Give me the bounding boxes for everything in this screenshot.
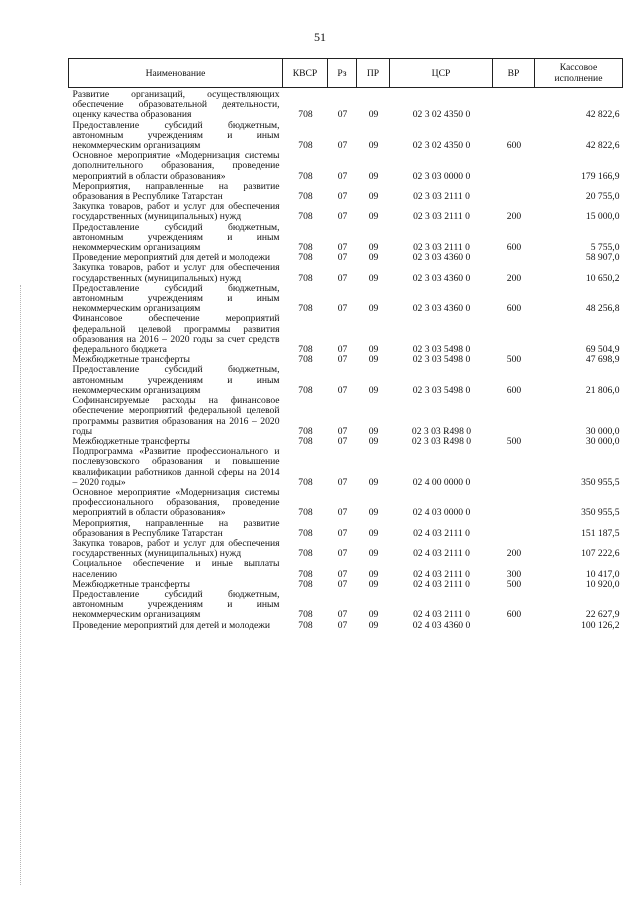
cell-kvsr: 708 [298,109,313,121]
cell-rz: 07 [337,109,348,121]
cell-rz: 07 [337,252,348,264]
cell-kvsr: 708 [298,272,313,284]
cell-amount: 350 955,5 [581,507,620,519]
cell-name: Мероприятия, направленные на развитие образования в Республике Татарстан [72,180,280,203]
cell-name: Закупка товаров, работ и услуг для обеспечения государственных (муниципальных) нужд [72,537,280,560]
cell-csr: 02 3 02 4350 0 [412,140,471,152]
cell-amount: 42 822,6 [585,109,620,121]
cell-csr: 02 3 03 4360 0 [412,303,471,315]
table-row [69,365,623,396]
header-csr: ЦСР [390,59,493,88]
cell-vr [493,253,535,263]
cell-name: Основное мероприятие «Модернизация системы дополнительного образования, проведение мероприятий в области образования» [72,150,280,182]
cell-vr [493,88,535,121]
cell-amount: 58 907,0 [585,252,620,264]
table-row [69,88,623,121]
cell-vr: 600 [506,242,522,254]
cell-csr: 02 3 03 R498 0 [411,425,472,437]
table-row [69,263,623,283]
cell-vr: 600 [506,140,522,152]
cell-name: Развитие организаций, осуществляющих обеспечение образовательной деятельности, оценку качества образования [72,89,280,121]
cell-pr: 09 [368,568,379,580]
cell-rz: 07 [337,170,348,182]
cell-name: Предоставление субсидий бюджетным, автономным учреждениям и иным некоммерческим организациям [72,364,280,396]
cell-csr: 02 4 03 2111 0 [413,568,470,580]
cell-vr [493,396,535,437]
cell-kvsr: 708 [298,548,313,560]
cell-kvsr: 708 [298,527,313,539]
cell-name: Финансовое обеспечение мероприятий федеральной целевой программы развития образования на 2016 – 2020 годы за счет средств федерального бюджета [72,313,280,356]
cell-csr: 02 4 03 2111 0 [413,609,470,621]
header-name: Наименование [69,59,283,88]
cell-pr: 09 [368,344,379,356]
table-row [69,284,623,315]
cell-pr: 09 [368,578,379,590]
cell-name: Межбюджетные трансферты [72,354,190,366]
cell-pr: 09 [368,507,379,519]
cell-pr: 09 [368,191,379,203]
cell-csr: 02 3 03 5498 0 [412,384,471,396]
cell-pr: 09 [368,211,379,223]
cell-kvsr: 708 [298,609,313,621]
cell-rz: 07 [337,272,348,284]
cell-amount: 21 806,0 [585,384,620,396]
budget-execution-table [68,58,623,631]
cell-amount: 47 698,9 [585,354,620,366]
cell-kvsr: 708 [298,425,313,437]
cell-rz: 07 [337,303,348,315]
cell-kvsr: 708 [298,191,313,203]
cell-name: Проведение мероприятий для детей и молодежи [72,619,271,631]
cell-csr: 02 3 03 2111 0 [413,242,470,254]
cell-amount: 10 650,2 [585,272,620,284]
cell-vr: 500 [506,578,522,590]
cell-name: Предоставление субсидий бюджетным, автономным учреждениям и иным некоммерческим организациям [72,588,280,621]
cell-vr: 200 [506,211,522,223]
cell-pr: 09 [368,272,379,284]
table-row [69,519,623,539]
cell-csr: 02 4 03 2111 0 [413,527,470,539]
table-row [69,223,623,254]
table-row [69,559,623,579]
cell-kvsr: 708 [298,242,313,254]
cell-csr: 02 4 03 0000 0 [412,507,471,519]
cell-amount: 151 187,5 [581,527,620,539]
cell-rz: 07 [337,211,348,223]
cell-csr: 02 3 02 4350 0 [412,109,471,121]
cell-csr: 02 4 03 2111 0 [413,548,470,560]
cell-vr [493,151,535,182]
cell-rz: 07 [337,578,348,590]
cell-amount: 42 822,6 [585,140,620,152]
header-vr: ВР [493,59,535,88]
cell-rz: 07 [337,527,348,539]
cell-kvsr: 708 [298,507,313,519]
cell-csr: 02 3 03 5498 0 [412,354,471,366]
cell-rz: 07 [337,568,348,580]
table-body [69,88,623,631]
table-header-row [69,59,623,88]
cell-amount: 5 755,0 [590,242,620,254]
cell-pr: 09 [368,619,379,631]
cell-amount: 10 920,0 [585,578,620,590]
cell-name: Социальное обеспечение и иные выплаты населению [72,558,280,580]
cell-pr: 09 [368,548,379,560]
cell-rz: 07 [337,435,348,447]
cell-csr: 02 3 03 4360 0 [412,272,471,284]
table-row [69,121,623,152]
cell-pr: 09 [368,384,379,396]
cell-csr: 02 3 03 5498 0 [412,344,471,356]
cell-kvsr: 708 [298,170,313,182]
cell-rz: 07 [337,384,348,396]
cell-csr: 02 4 03 2111 0 [413,578,470,590]
table-row [69,447,623,488]
cell-pr: 09 [368,425,379,437]
cell-kvsr: 708 [298,344,313,356]
cell-vr [493,182,535,202]
cell-amount: 69 504,9 [585,344,620,356]
table-row [69,182,623,202]
cell-kvsr: 708 [298,384,313,396]
cell-pr: 09 [368,435,379,447]
cell-vr: 600 [506,384,522,396]
cell-rz: 07 [337,609,348,621]
table-row [69,488,623,519]
cell-amount: 350 955,5 [581,476,620,488]
cell-pr: 09 [368,252,379,264]
cell-name: Мероприятия, направленные на развитие образования в Республике Татарстан [72,517,280,539]
cell-vr: 200 [506,548,522,560]
cell-kvsr: 708 [298,211,313,223]
cell-rz: 07 [337,619,348,631]
cell-csr: 02 4 00 0000 0 [412,476,471,488]
header-amount: Кассовое исполнение [535,59,623,88]
cell-amount: 10 417,0 [585,568,620,580]
cell-kvsr: 708 [298,354,313,366]
table-row [69,590,623,621]
cell-csr: 02 3 03 4360 0 [412,252,471,264]
table-row [69,314,623,355]
cell-csr: 02 3 03 0000 0 [412,170,471,182]
cell-name: Основное мероприятие «Модернизация системы профессионального образования, проведение мероприятий в области образования» [72,486,280,519]
table-row [69,621,623,631]
cell-amount: 20 755,0 [585,191,620,203]
cell-vr [493,621,535,631]
cell-rz: 07 [337,140,348,152]
cell-rz: 07 [337,425,348,437]
cell-vr: 600 [506,609,522,621]
cell-rz: 07 [337,354,348,366]
cell-kvsr: 708 [298,568,313,580]
cell-name: Проведение мероприятий для детей и молодежи [72,252,271,264]
cell-vr [493,447,535,488]
cell-amount: 15 000,0 [585,211,620,223]
cell-rz: 07 [337,548,348,560]
cell-name: Межбюджетные трансферты [72,578,190,590]
cell-pr: 09 [368,609,379,621]
cell-kvsr: 708 [298,252,313,264]
cell-name: Предоставление субсидий бюджетным, автономным учреждениям и иным некоммерческим организациям [72,119,280,152]
cell-kvsr: 708 [298,140,313,152]
cell-vr [493,314,535,355]
cell-pr: 09 [368,170,379,182]
cell-pr: 09 [368,303,379,315]
cell-amount: 30 000,0 [585,435,620,447]
cell-amount: 22 627,9 [585,609,620,621]
page-number: 51 [314,30,326,44]
cell-amount: 48 256,8 [585,303,620,315]
table-row [69,396,623,437]
cell-name: Предоставление субсидий бюджетным, автономным учреждениям и иным некоммерческим организациям [72,221,280,254]
cell-name: Подпрограмма «Развитие профессионального и послевузовского образования и повышение квалификации работников данной сферы на 2014 – 2020 годы» [72,446,280,488]
cell-pr: 09 [368,242,379,254]
table-row [69,151,623,182]
header-pr: ПР [357,59,390,88]
header-kvsr: КВСР [283,59,328,88]
cell-csr: 02 4 03 4360 0 [412,619,471,631]
cell-kvsr: 708 [298,435,313,447]
cell-pr: 09 [368,140,379,152]
cell-amount: 100 126,2 [581,619,620,631]
cell-name: Межбюджетные трансферты [72,435,190,447]
cell-vr: 200 [506,272,522,284]
cell-amount: 179 166,9 [581,170,620,182]
cell-pr: 09 [368,354,379,366]
cell-name: Закупка товаров, работ и услуг для обеспечения государственных (муниципальных) нужд [72,201,280,223]
scan-artifact-dots [20,285,23,885]
cell-amount: 107 222,6 [581,548,620,560]
cell-vr: 500 [506,435,522,447]
cell-vr: 600 [506,303,522,315]
header-rz: Рз [328,59,357,88]
cell-kvsr: 708 [298,578,313,590]
cell-csr: 02 3 03 2111 0 [413,211,470,223]
cell-rz: 07 [337,507,348,519]
cell-pr: 09 [368,527,379,539]
cell-csr: 02 3 03 R498 0 [411,435,472,447]
cell-amount: 30 000,0 [585,425,620,437]
cell-kvsr: 708 [298,476,313,488]
cell-name: Предоставление субсидий бюджетным, автономным учреждениям и иным некоммерческим организациям [72,282,280,315]
cell-name: Закупка товаров, работ и услуг для обеспечения государственных (муниципальных) нужд [72,262,280,284]
cell-rz: 07 [337,344,348,356]
table-row [69,539,623,559]
table-row [69,202,623,222]
cell-csr: 02 3 03 2111 0 [413,191,470,203]
cell-vr: 300 [506,568,522,580]
cell-pr: 09 [368,476,379,488]
cell-name: Софинансируемые расходы на финансовое обеспечение мероприятий федеральной целевой программы развития образования на 2016 – 2020 годы [72,395,280,437]
cell-rz: 07 [337,476,348,488]
cell-vr [493,488,535,519]
cell-kvsr: 708 [298,619,313,631]
cell-vr [493,519,535,539]
cell-kvsr: 708 [298,303,313,315]
cell-rz: 07 [337,242,348,254]
cell-pr: 09 [368,109,379,121]
cell-rz: 07 [337,191,348,203]
cell-vr: 500 [506,354,522,366]
